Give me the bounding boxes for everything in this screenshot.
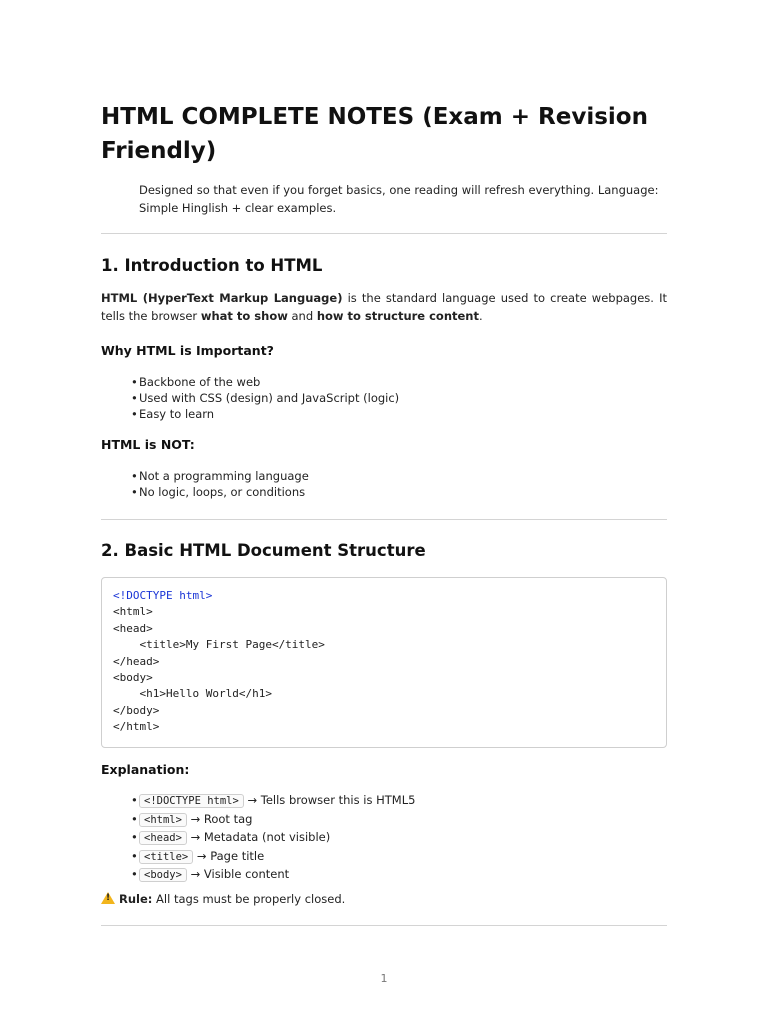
code-block xyxy=(101,577,667,748)
rule-text: All tags must be properly closed. xyxy=(152,892,346,906)
list-item: • <head> → Metadata (not visible) xyxy=(131,830,331,845)
code-line: <title>My First Page</title> xyxy=(113,638,325,652)
divider xyxy=(101,925,667,926)
code-line: <head> xyxy=(113,621,153,635)
intro-bold-what: what to show xyxy=(200,308,288,323)
list-item: • <!DOCTYPE html> → Tells browser this is HTML5 xyxy=(131,793,416,807)
list-item: • <html> → Root tag xyxy=(131,811,253,826)
code-line: </head> xyxy=(113,654,160,668)
intro-text: is the standard language used to create webpages. It tells the browser xyxy=(101,291,667,323)
list-item: • <title> → Page title xyxy=(131,848,265,863)
inline-code: <html> xyxy=(139,813,187,827)
why-important-heading: Why HTML is Important? xyxy=(101,343,274,358)
intro-bold-term: HTML (HyperText Markup Language) xyxy=(101,291,343,305)
inline-code: <!DOCTYPE html> xyxy=(139,794,244,808)
intro-text: . xyxy=(479,308,483,323)
explanation-list xyxy=(131,792,415,885)
code-line: <html> xyxy=(113,605,153,619)
document-title: HTML COMPLETE NOTES (Exam + Revision Friendly) xyxy=(101,104,648,164)
code-line: <body> xyxy=(113,671,153,685)
section-1-intro xyxy=(101,290,667,325)
divider xyxy=(101,233,667,234)
code-line: </html> xyxy=(113,720,160,734)
explanation-heading: Explanation: xyxy=(101,762,190,777)
inline-code: <head> xyxy=(139,831,187,845)
intro-bold-how: how to structure content xyxy=(316,308,479,323)
rule-note xyxy=(101,890,345,908)
html-is-not-heading: HTML is NOT: xyxy=(101,437,195,452)
inline-code: <title> xyxy=(139,850,193,864)
list-item: •Used with CSS (design) and JavaScript (logic) xyxy=(131,391,400,406)
inline-code: <body> xyxy=(139,868,187,882)
divider xyxy=(101,519,667,520)
document-subtitle: Designed so that even if you forget basics, one reading will refresh everything. Language: Simple Hinglish + clear examples. xyxy=(139,183,659,215)
code-line: </body> xyxy=(113,703,160,717)
list-item: •Not a programming language xyxy=(131,469,309,483)
page-number: 1 xyxy=(380,972,388,985)
html-is-not-list xyxy=(131,468,309,500)
code-line: <!DOCTYPE html> xyxy=(113,589,213,602)
rule-label: Rule: xyxy=(119,892,153,906)
warning-icon xyxy=(101,892,115,904)
code-content xyxy=(113,588,325,736)
list-item: • <body> → Visible content xyxy=(131,867,290,882)
list-item: •Easy to learn xyxy=(131,407,215,422)
list-item: •No logic, loops, or conditions xyxy=(131,485,306,500)
list-item: •Backbone of the web xyxy=(131,375,261,389)
why-important-list xyxy=(131,374,399,423)
section-2-heading: 2. Basic HTML Document Structure xyxy=(101,541,426,560)
intro-text: and xyxy=(287,308,317,323)
section-1-heading: 1. Introduction to HTML xyxy=(101,256,323,275)
code-line: <h1>Hello World</h1> xyxy=(113,687,272,701)
